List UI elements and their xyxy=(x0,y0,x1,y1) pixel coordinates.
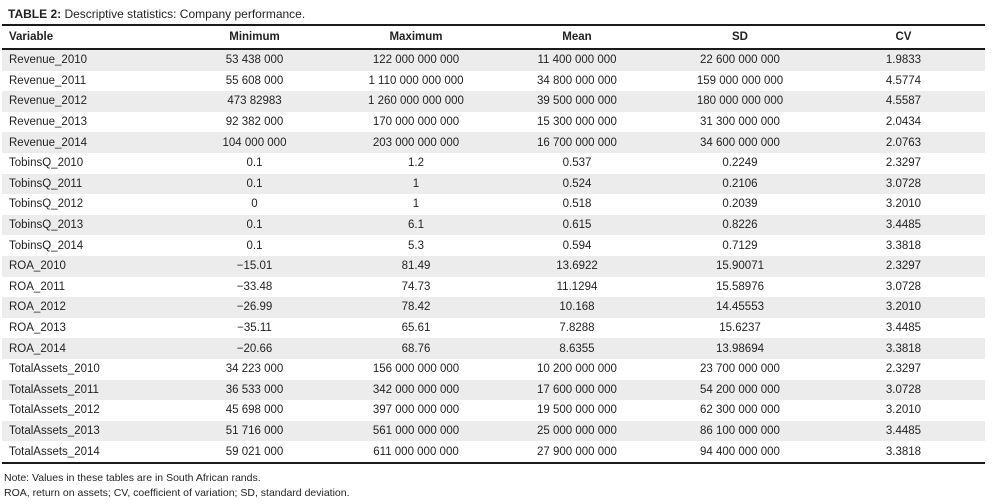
cell-value: 104 000 000 xyxy=(222,136,287,149)
cell-value: 0.594 xyxy=(562,239,592,252)
table-row xyxy=(2,235,985,256)
cell-variable: ROA_2014 xyxy=(9,342,66,355)
cell-value: 0.524 xyxy=(562,177,592,190)
table-body xyxy=(2,49,985,463)
cell-variable: ROA_2012 xyxy=(9,301,66,314)
cell-variable: TotalAssets_2012 xyxy=(9,404,100,417)
cell-value: 1.2 xyxy=(408,157,424,170)
cell-value: 156 000 000 000 xyxy=(372,363,460,376)
cell-value: 15.90071 xyxy=(716,260,764,273)
cell-value: 34 223 000 xyxy=(225,363,284,376)
cell-value: 4.5774 xyxy=(885,74,922,87)
cell-value: 34 800 000 000 xyxy=(537,74,617,87)
cell-value: 473 82983 xyxy=(227,95,282,108)
cell-variable: ROA_2010 xyxy=(9,260,66,273)
cell-value: 0.615 xyxy=(562,219,592,232)
cell-variable: TotalAssets_2011 xyxy=(9,383,99,396)
cell-value: 1 110 000 000 000 xyxy=(368,74,464,87)
cell-value: 7.8288 xyxy=(559,322,595,335)
col-header-mean: Mean xyxy=(496,25,658,49)
cell-value: 2.3297 xyxy=(885,363,922,376)
cell-value: 51 716 000 xyxy=(225,424,284,437)
note-line-1: Note: Values in these tables are in South African rands. xyxy=(4,471,261,484)
cell-value: 59 021 000 xyxy=(225,445,284,458)
cell-value: 3.0728 xyxy=(885,280,922,293)
cell-value: 3.4485 xyxy=(885,219,922,232)
cell-value: 11.1294 xyxy=(556,280,598,293)
cell-variable: TobinsQ_2014 xyxy=(9,239,84,252)
cell-value: 13.98694 xyxy=(716,342,764,355)
cell-variable: ROA_2011 xyxy=(9,280,66,293)
cell-value: 3.0728 xyxy=(885,177,922,190)
table-notes xyxy=(4,471,985,501)
cell-value: 17 600 000 000 xyxy=(537,383,617,396)
cell-value: 25 000 000 000 xyxy=(537,424,617,437)
cell-value: 203 000 000 000 xyxy=(372,136,460,149)
cell-value: 122 000 000 000 xyxy=(372,54,460,67)
cell-value: 11 400 000 000 xyxy=(537,54,617,67)
cell-value: 54 200 000 000 xyxy=(700,383,780,396)
cell-value: 0.8226 xyxy=(722,219,758,232)
cell-value: 81.49 xyxy=(401,260,431,273)
cell-value: 6.1 xyxy=(408,219,424,232)
note-line-2: ROA, return on assets; CV, coefficient of variation; SD, standard deviation. xyxy=(4,486,350,499)
col-header-variable: Variable xyxy=(2,25,173,49)
table-row xyxy=(2,441,985,463)
cell-value: 0 xyxy=(251,198,258,211)
cell-value: 74.73 xyxy=(401,280,431,293)
cell-value: 13.6922 xyxy=(556,260,598,273)
cell-value: 397 000 000 000 xyxy=(372,404,460,417)
cell-value: 2.3297 xyxy=(885,260,922,273)
cell-value: 92 382 000 xyxy=(225,116,284,129)
cell-variable: TobinsQ_2010 xyxy=(9,157,84,170)
table-caption: Descriptive statistics: Company performance. xyxy=(61,7,306,21)
cell-value: −33.48 xyxy=(236,280,273,293)
cell-value: 0.2106 xyxy=(722,177,758,190)
cell-value: 561 000 000 000 xyxy=(372,424,460,437)
cell-value: 3.3818 xyxy=(885,445,922,458)
cell-value: 53 438 000 xyxy=(225,54,284,67)
cell-value: −20.66 xyxy=(236,342,273,355)
cell-value: 68.76 xyxy=(401,342,431,355)
cell-variable: Revenue_2014 xyxy=(9,136,88,149)
cell-value: 1.9833 xyxy=(885,54,922,67)
cell-value: 0.7129 xyxy=(722,239,758,252)
cell-value: 3.2010 xyxy=(885,301,922,314)
cell-value: 31 300 000 000 xyxy=(700,116,780,129)
cell-variable: TotalAssets_2010 xyxy=(9,363,100,376)
cell-value: 55 608 000 xyxy=(225,74,284,87)
cell-value: 62 300 000 000 xyxy=(700,404,780,417)
table-row xyxy=(2,338,985,359)
cell-value: 36 533 000 xyxy=(225,383,284,396)
table-row xyxy=(2,318,985,339)
descriptive-statistics-table xyxy=(2,24,985,464)
table-row xyxy=(2,256,985,277)
col-header-sd: SD xyxy=(658,25,822,49)
cell-value: 159 000 000 000 xyxy=(696,74,784,87)
cell-value: 0.1 xyxy=(246,177,263,190)
cell-value: 94 400 000 000 xyxy=(700,445,780,458)
cell-value: 39 500 000 000 xyxy=(537,95,617,108)
cell-value: 3.3818 xyxy=(885,239,922,252)
cell-value: 15.6237 xyxy=(719,322,761,335)
table-row xyxy=(2,174,985,195)
cell-variable: TotalAssets_2013 xyxy=(9,424,100,437)
table-row xyxy=(2,277,985,298)
table-number-label: TABLE 2: xyxy=(8,7,62,21)
table-row xyxy=(2,421,985,442)
col-header-cv: CV xyxy=(822,25,985,49)
cell-value: 3.4485 xyxy=(885,424,922,437)
cell-value: 27 900 000 000 xyxy=(537,445,617,458)
cell-value: 0.2249 xyxy=(722,157,758,170)
cell-value: 0.1 xyxy=(246,157,263,170)
table-row xyxy=(2,380,985,401)
cell-value: 86 100 000 000 xyxy=(700,424,780,437)
cell-value: 342 000 000 000 xyxy=(372,383,460,396)
table-row xyxy=(2,297,985,318)
cell-value: −26.99 xyxy=(236,301,273,314)
cell-value: 19 500 000 000 xyxy=(537,404,617,417)
header-row xyxy=(2,25,985,49)
cell-variable: TobinsQ_2012 xyxy=(9,198,84,211)
cell-value: 10.168 xyxy=(559,301,595,314)
table-row xyxy=(2,153,985,174)
table-row xyxy=(2,49,985,71)
cell-value: 1 xyxy=(412,198,420,211)
cell-value: 3.4485 xyxy=(885,322,922,335)
cell-value: 16 700 000 000 xyxy=(537,136,617,149)
table-row xyxy=(2,112,985,133)
table-row xyxy=(2,91,985,112)
table-row xyxy=(2,71,985,92)
cell-value: 78.42 xyxy=(401,301,431,314)
cell-value: −15.01 xyxy=(236,260,273,273)
cell-value: 15.58976 xyxy=(716,280,764,293)
cell-value: 4.5587 xyxy=(885,95,922,108)
table-row xyxy=(2,359,985,380)
cell-variable: Revenue_2012 xyxy=(9,95,88,108)
cell-variable: Revenue_2011 xyxy=(9,74,87,87)
cell-value: 1 260 000 000 000 xyxy=(368,95,464,108)
cell-value: 0.2039 xyxy=(722,198,758,211)
cell-value: 34 600 000 000 xyxy=(700,136,780,149)
cell-value: 10 200 000 000 xyxy=(537,363,617,376)
cell-value: 0.1 xyxy=(246,219,263,232)
table-title xyxy=(8,7,985,21)
cell-value: 45 698 000 xyxy=(225,404,284,417)
cell-value: 0.518 xyxy=(562,198,592,211)
table-row xyxy=(2,194,985,215)
cell-value: 8.6355 xyxy=(559,342,595,355)
table-row xyxy=(2,132,985,153)
cell-variable: TobinsQ_2013 xyxy=(9,219,84,232)
cell-variable: TotalAssets_2014 xyxy=(9,445,100,458)
cell-value: 23 700 000 000 xyxy=(700,363,780,376)
cell-value: 611 000 000 000 xyxy=(373,445,459,458)
cell-value: 3.0728 xyxy=(885,383,922,396)
cell-value: 5.3 xyxy=(408,239,424,252)
cell-value: 3.2010 xyxy=(885,198,922,211)
cell-value: 3.3818 xyxy=(885,342,922,355)
cell-value: 14.45553 xyxy=(716,301,764,314)
cell-value: 0.537 xyxy=(562,157,592,170)
cell-value: 180 000 000 000 xyxy=(696,95,784,108)
cell-variable: TobinsQ_2011 xyxy=(9,177,83,190)
cell-variable: Revenue_2013 xyxy=(9,116,88,129)
cell-value: 2.3297 xyxy=(885,157,922,170)
cell-variable: ROA_2013 xyxy=(9,322,66,335)
cell-value: 15 300 000 000 xyxy=(537,116,617,129)
table-row xyxy=(2,215,985,236)
cell-variable: Revenue_2010 xyxy=(9,54,88,67)
cell-value: −35.11 xyxy=(237,322,272,335)
cell-value: 22 600 000 000 xyxy=(700,54,780,67)
cell-value: 0.1 xyxy=(246,239,263,252)
col-header-minimum: Minimum xyxy=(173,25,336,49)
cell-value: 2.0763 xyxy=(885,136,922,149)
cell-value: 2.0434 xyxy=(885,116,922,129)
cell-value: 170 000 000 000 xyxy=(372,116,460,129)
cell-value: 65.61 xyxy=(401,322,431,335)
table-row xyxy=(2,400,985,421)
cell-value: 1 xyxy=(412,177,420,190)
cell-value: 3.2010 xyxy=(885,404,922,417)
col-header-maximum: Maximum xyxy=(336,25,496,49)
